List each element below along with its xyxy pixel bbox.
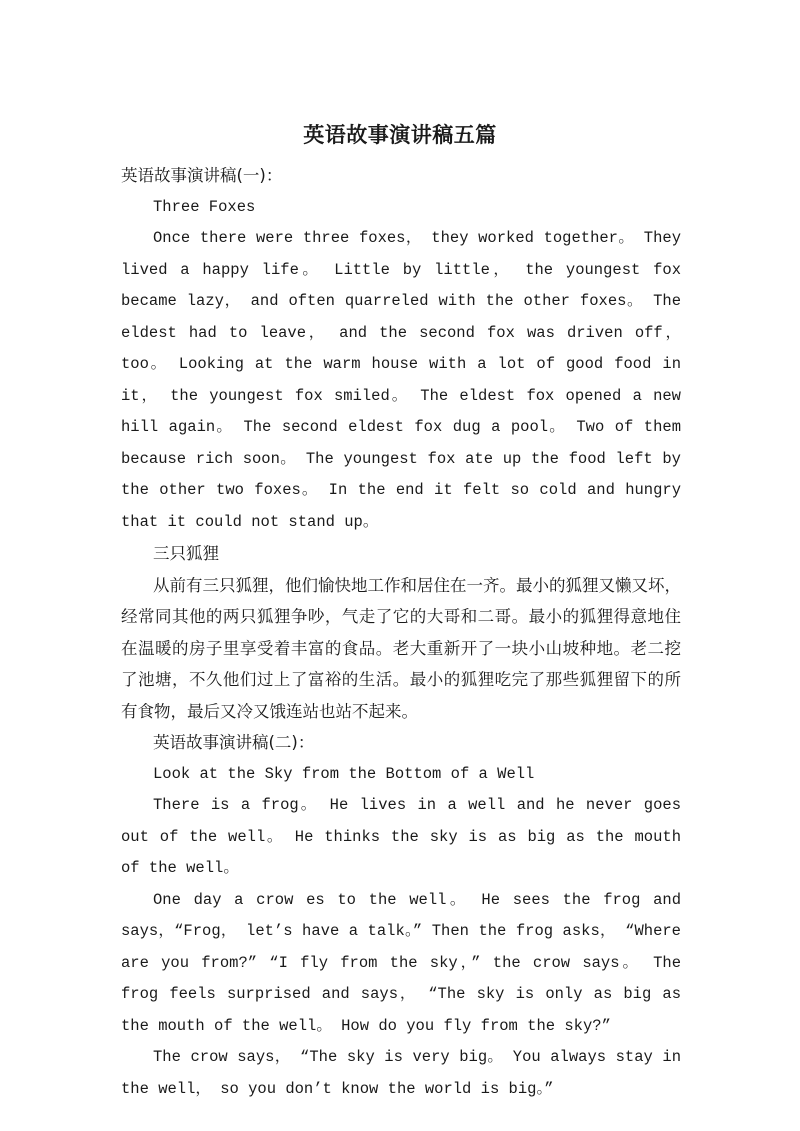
story-paragraph: There is a frog。 He lives in a well and he never goes out of the well。 He thinks the sky is as big as the mouth of the well。 bbox=[121, 796, 681, 877]
story-title-chinese: 三只狐狸 bbox=[153, 544, 219, 563]
document-body bbox=[121, 160, 681, 1105]
section-heading-2: 英语故事演讲稿(二)： bbox=[153, 733, 315, 752]
story-paragraph-chinese: 从前有三只狐狸，他们愉快地工作和居住在一齐。最小的狐狸又懒又坏，经常同其他的两只狐狸争吵，气走了它的大哥和二哥。最小的狐狸得意地住在温暖的房子里享受着丰富的食品。老大重新开了一块小山坡种地。老二挖了池塘，不久他们过上了富裕的生活。最小的狐狸吃完了那些狐狸留下的所有食物，最后又冷又饿连站也站不起来。 bbox=[121, 575, 681, 721]
document-title: 英语故事演讲稿五篇 bbox=[303, 123, 497, 147]
story-paragraph: Once there were three foxes， they worked together。 They lived a happy life。 Little by little， the youngest fox became lazy， and often quarreled with the other foxes。 The eldest had to leave， and the second fox was driven off， too。 Looking at the warm house with a lot of good food in it， the youngest fox smiled。 The eldest fox opened a new hill again。 The second eldest fox dug a pool。 Two of them because rich soon。 The youngest fox ate up the food left by the other two foxes。 In the end it felt so cold and hungry that it could not stand up。 bbox=[121, 229, 681, 531]
story-title-three-foxes: Three Foxes bbox=[153, 197, 256, 216]
section-heading-1: 英语故事演讲稿(一)： bbox=[121, 166, 283, 185]
story-paragraph: One day a crow es to the well。 He sees the frog and says，“Frog， let’s have a talk。” Then the frog asks， “Where are you from?” “I fly from the sky，” the crow says。 The frog feels surprised and says， “The sky is only as big as the mouth of the well。 How do you fly from the sky?” bbox=[121, 890, 681, 1035]
story-title-well: Look at the Sky from the Bottom of a Well bbox=[153, 764, 535, 783]
story-paragraph: The crow says， “The sky is very big。 You always stay in the well， so you don’t know the world is big。” bbox=[121, 1048, 681, 1098]
